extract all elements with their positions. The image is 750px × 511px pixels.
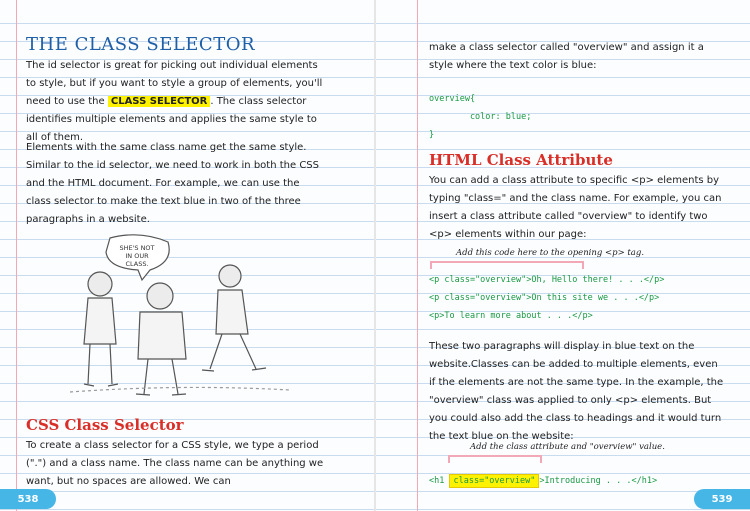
svg-text:CLASS.: CLASS. bbox=[125, 260, 149, 268]
css-code-block: overview{ color: blue; } bbox=[429, 94, 532, 140]
class-selector-title: THE CLASS SELECTOR bbox=[26, 34, 256, 55]
html-code-block: <p class="overview">Oh, Hello there! . . .</p> <p class="overview">On this site we . . .</p> <p>To learn more about . . .</p> bbox=[429, 275, 665, 321]
section-title bbox=[26, 415, 326, 434]
section-title bbox=[429, 150, 725, 169]
left-page bbox=[0, 0, 374, 511]
display-paragraph: These two paragraphs will display in blue text on the website.Classes can be added to multiple elements, even if the elements are not the same type. In the example, the "overview" class was applied to only <p> elements. But you could also add the class to headings and it would turn the text blue on the website: bbox=[429, 341, 724, 442]
class-attribute-paragraph: You can add a class attribute to specific <p> elements by typing "class=" and the class name. For example, you can insert a class attribute called "overview" to identify two <p> elements within our page: bbox=[429, 175, 722, 240]
class-name-paragraph: To create a class selector for a CSS style, we type a period (".") and a class name. The class name can be anything we want, but no spaces are allowed. We can bbox=[26, 440, 324, 487]
class-overview-highlight: class="overview" bbox=[449, 474, 539, 488]
h1-code-line: <h1 class="overview" >Introducing . . .</h1> bbox=[429, 476, 658, 486]
overview-paragraph: make a class selector called "overview" and assign it a style where the text color is blue: bbox=[429, 42, 704, 71]
margin-line bbox=[16, 0, 17, 511]
page-title bbox=[26, 34, 326, 55]
class-selector-highlight: CLASS SELECTOR bbox=[108, 96, 210, 107]
students-drawing bbox=[70, 234, 300, 399]
intro-paragraph: The id selector is great for picking out individual elements to style, but if you want to style a group of elements, you'll need to use the CLASS SELECTOR . The class selector identifies multiple elements and applies the same style to all of them. bbox=[26, 60, 323, 143]
kids-illustration bbox=[70, 234, 300, 399]
margin-line bbox=[417, 0, 418, 511]
page-number-left: 538 bbox=[0, 489, 56, 509]
css-class-selector-heading: CSS Class Selector bbox=[26, 416, 184, 434]
elements-paragraph: Elements with the same class name get the same style. Similar to the id selector, we need to work in both the CSS and the HTML document. For example, we can use the class selector to make the text blue in two of the three paragraphs in a website. bbox=[26, 142, 319, 225]
note-bracket bbox=[448, 455, 542, 463]
note-bracket bbox=[430, 261, 584, 269]
page-number-right: 539 bbox=[694, 489, 750, 509]
code-note: Add this code here to the opening <p> tag. bbox=[456, 248, 645, 258]
attribute-note: Add the class attribute and "overview" value. bbox=[470, 442, 665, 452]
html-class-attribute-heading: HTML Class Attribute bbox=[429, 151, 613, 169]
svg-text:SHE'S NOT: SHE'S NOT bbox=[119, 244, 155, 252]
svg-text:IN OUR: IN OUR bbox=[125, 252, 149, 260]
right-page bbox=[376, 0, 750, 511]
